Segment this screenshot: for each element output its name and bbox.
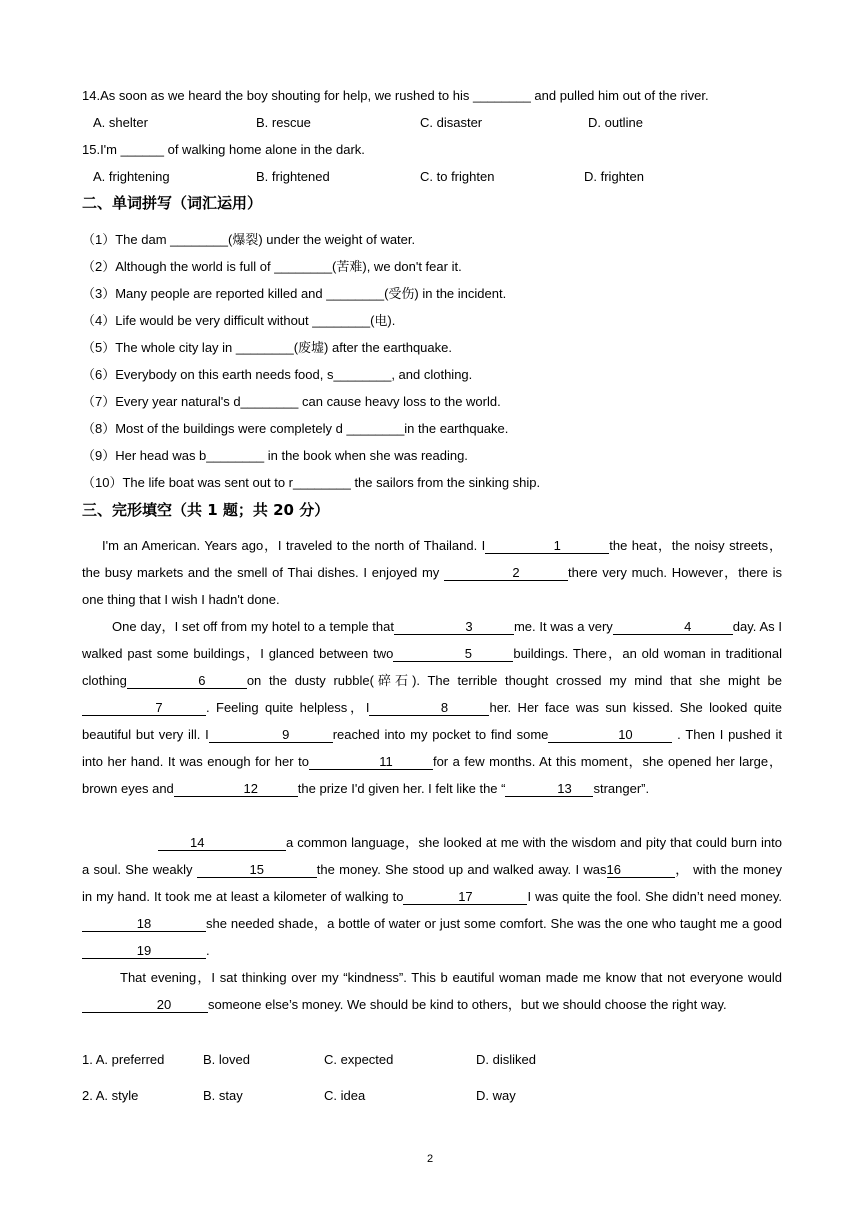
cloze-paragraph-3: [82, 829, 782, 964]
q14-option-b: B. rescue: [256, 115, 311, 130]
cloze-blank-15: 15: [197, 862, 317, 878]
cloze-paragraph-2: [82, 613, 782, 802]
cloze-blank-3: 3: [394, 619, 514, 635]
section-2-heading: 二、单词拼写（词汇运用）: [82, 194, 263, 212]
cloze-blank-8: 8: [369, 700, 489, 716]
cloze-text: a common language，she looked at me with the wisdom and pity that could burn into a soul. She weakly: [82, 835, 782, 877]
cloze-text: .: [206, 943, 210, 958]
vocab-item: （2）Although the world is full of ________(苦难), we don't fear it.: [82, 259, 462, 274]
cloze-text: . Feeling quite helpless，I: [206, 700, 370, 715]
q15-option-d: D. frighten: [584, 169, 644, 184]
cloze-paragraph-1: [82, 532, 782, 613]
cloze-text: reached into my pocket to find some: [332, 727, 549, 742]
cloze-blank-4: 4: [613, 619, 733, 635]
cloze-blank-18: 18: [82, 916, 206, 932]
cloze-q1-option-a: 1. A. preferred: [82, 1052, 165, 1067]
vocab-item: （10）The life boat was sent out to r________ the sailors from the sinking ship.: [82, 475, 541, 490]
cloze-blank-16: 16: [607, 862, 675, 878]
cloze-blank-20: 20: [82, 997, 208, 1013]
vocab-item: （7）Every year natural's d________ can cause heavy loss to the world.: [82, 394, 501, 409]
cloze-text: her. Her face was sun kissed. She looked quite beautiful but very ill. I: [82, 700, 782, 742]
cloze-blank-19: 19: [82, 943, 206, 959]
cloze-blank-11: 11: [309, 754, 433, 770]
question-15-stem: 15.I'm ______ of walking home alone in the dark.: [82, 142, 365, 157]
page-number: 2: [426, 1153, 434, 1165]
q14-option-d: D. outline: [588, 115, 643, 130]
vocab-item: （3）Many people are reported killed and ________(受伤) in the incident.: [82, 286, 507, 301]
cloze-text: buildings. There，an old woman in traditional clothing: [82, 646, 782, 688]
cloze-paragraph-4: [82, 964, 782, 1018]
cloze-text: for a few months. At this moment，she opened her large，brown eyes and: [82, 754, 782, 796]
cloze-blank-1: 1: [485, 538, 609, 554]
cloze-q2-option-c: C. idea: [324, 1088, 366, 1103]
cloze-text: there very much. However，there is one thing that I wish I hadn't done.: [82, 565, 782, 607]
vocab-item: （8）Most of the buildings were completely d ________in the earthquake.: [82, 421, 509, 436]
cloze-text: me. It was a very: [513, 619, 613, 634]
cloze-text: That evening，I sat thinking over my “kindness”. This b eautiful woman made me know that not everyone would: [120, 970, 782, 985]
vocab-item: （6）Everybody on this earth needs food, s________, and clothing.: [82, 367, 473, 382]
cloze-q1-option-b: B. loved: [203, 1052, 250, 1067]
cloze-blank-7: 7: [82, 700, 206, 716]
cloze-text: One day，I set off from my hotel to a temple that: [112, 619, 394, 634]
cloze-blank-17: 17: [403, 889, 527, 905]
cloze-text: I was quite the fool. She didn’t need money.: [527, 889, 782, 904]
q15-option-b: B. frightened: [256, 169, 330, 184]
q14-option-a: A. shelter: [93, 115, 148, 130]
cloze-text: the heat，the noisy streets，the busy markets and the smell of Thai dishes. I enjoyed my: [82, 538, 782, 580]
vocab-item: （5）The whole city lay in ________(废墟) after the earthquake.: [82, 340, 452, 355]
question-14-stem: 14.As soon as we heard the boy shouting for help, we rushed to his ________ and pulled him out of the river.: [82, 88, 709, 103]
section-3-heading: 三、完形填空（共 1 题；共 20 分）: [82, 501, 330, 519]
cloze-q1-option-c: C. expected: [324, 1052, 394, 1067]
cloze-blank-9: 9: [209, 727, 333, 743]
cloze-text: . Then I pushed it into her hand. It was enough for her to: [82, 727, 782, 769]
vocab-item: （9）Her head was b________ in the book when she was reading.: [82, 448, 468, 463]
cloze-q1-option-d: D. disliked: [476, 1052, 536, 1067]
cloze-text: I'm an American. Years ago，I traveled to the north of Thailand. I: [102, 538, 486, 553]
cloze-text: someone else’s money. We should be kind to others，but we should choose the right way.: [208, 997, 727, 1012]
q14-option-c: C. disaster: [420, 115, 483, 130]
cloze-blank-5: 5: [393, 646, 513, 662]
cloze-blank-14: 14: [158, 835, 286, 851]
vocab-item: （4）Life would be very difficult without ________(电).: [82, 313, 396, 328]
vocab-item: （1）The dam ________(爆裂) under the weight of water.: [82, 232, 416, 247]
cloze-text: stranger”.: [593, 781, 650, 796]
cloze-blank-10: 10: [548, 727, 672, 743]
q15-option-c: C. to frighten: [420, 169, 495, 184]
cloze-blank-6: 6: [127, 673, 247, 689]
cloze-blank-2: 2: [444, 565, 568, 581]
cloze-blank-12: 12: [174, 781, 298, 797]
cloze-text: the money. She stood up and walked away. I was: [316, 862, 607, 877]
cloze-q2-option-d: D. way: [476, 1088, 516, 1103]
cloze-q2-option-b: B. stay: [203, 1088, 243, 1103]
cloze-text: day. As I walked past some buildings，I glanced between two: [82, 619, 782, 661]
q15-option-a: A. frightening: [93, 169, 170, 184]
cloze-q2-option-a: 2. A. style: [82, 1088, 139, 1103]
cloze-text: she needed shade，a bottle of water or just some comfort. She was the one who taught me a good: [206, 916, 782, 931]
cloze-text: the prize I'd given her. I felt like the “: [297, 781, 506, 796]
cloze-blank-13: 13: [505, 781, 593, 797]
cloze-text: on the dusty rubble(碎石). The terrible thought crossed my mind that she might be: [246, 673, 782, 688]
cloze-text: ， with the money in my hand. It took me at least a kilometer of walking to: [82, 862, 782, 904]
